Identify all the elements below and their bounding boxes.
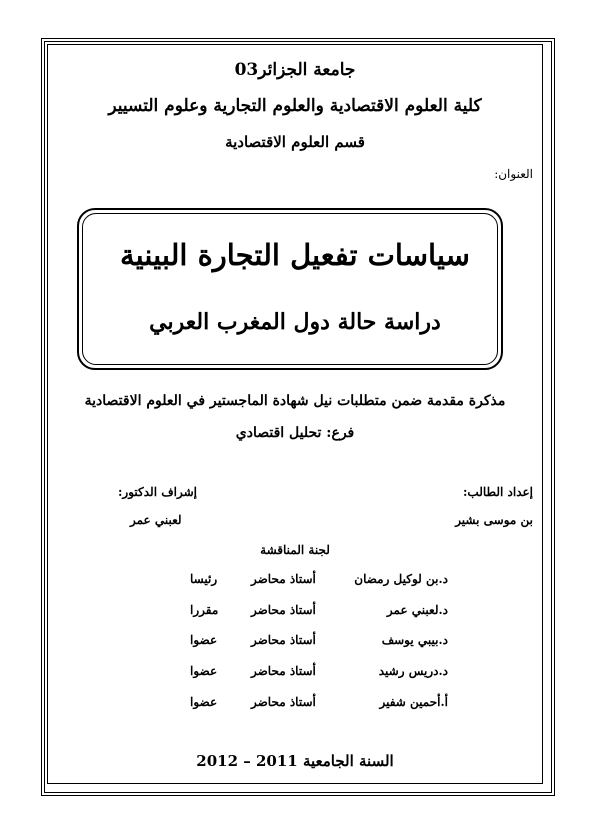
member-name: د.بيبي يوسف: [381, 633, 448, 647]
student-label: إعداد الطالب:: [462, 485, 533, 499]
committee-row: [47, 664, 543, 686]
committee-row: [47, 633, 543, 655]
member-name: د.دريس رشيد: [378, 664, 448, 678]
student-name: بن موسى بشير: [455, 513, 533, 527]
member-rank: أستاذ محاضر: [251, 695, 316, 709]
committee-row: [47, 572, 543, 594]
thesis-title: سياسات تفعيل التجارة البينية: [120, 238, 470, 272]
member-name: د.بن لوكيل رمضان: [354, 572, 448, 586]
member-role: عضوا: [190, 633, 218, 647]
memo-statement: مذكرة مقدمة ضمن متطلبات نيل شهادة الماجستير في العلوم الاقتصادية: [84, 393, 506, 409]
member-role: عضوا: [190, 664, 218, 678]
member-role: عضوا: [190, 695, 218, 709]
thesis-subtitle: دراسة حالة دول المغرب العربي: [149, 309, 441, 335]
academic-year: السنة الجامعية 2011 – 2012: [196, 752, 394, 770]
committee-row: [47, 695, 543, 717]
member-rank: أستاذ محاضر: [251, 633, 316, 647]
member-name: أ.أحمين شفير: [379, 695, 448, 709]
member-rank: أستاذ محاضر: [251, 664, 316, 678]
faculty-name: كلية العلوم الاقتصادية والعلوم التجارية وعلوم التسيير: [108, 96, 482, 116]
member-role: مقررا: [190, 603, 219, 617]
member-rank: أستاذ محاضر: [251, 603, 316, 617]
title-box: [77, 208, 503, 370]
committee-title: لجنة المناقشة: [260, 543, 330, 557]
department-name: قسم العلوم الاقتصادية: [225, 133, 365, 151]
branch-label: فرع: تحليل اقتصادي: [235, 425, 355, 441]
member-name: د.لعبني عمر: [386, 603, 448, 617]
title-box-inner-border: [82, 213, 498, 365]
supervisor-name: لعبني عمر: [130, 513, 182, 527]
member-role: رئيسا: [190, 572, 218, 586]
member-rank: أستاذ محاضر: [251, 572, 316, 586]
supervisor-label: إشراف الدكتور:: [118, 485, 198, 499]
committee-row: [47, 603, 543, 625]
title-label: العنوان:: [494, 167, 533, 181]
university-name: جامعة الجزائر03: [234, 60, 356, 80]
